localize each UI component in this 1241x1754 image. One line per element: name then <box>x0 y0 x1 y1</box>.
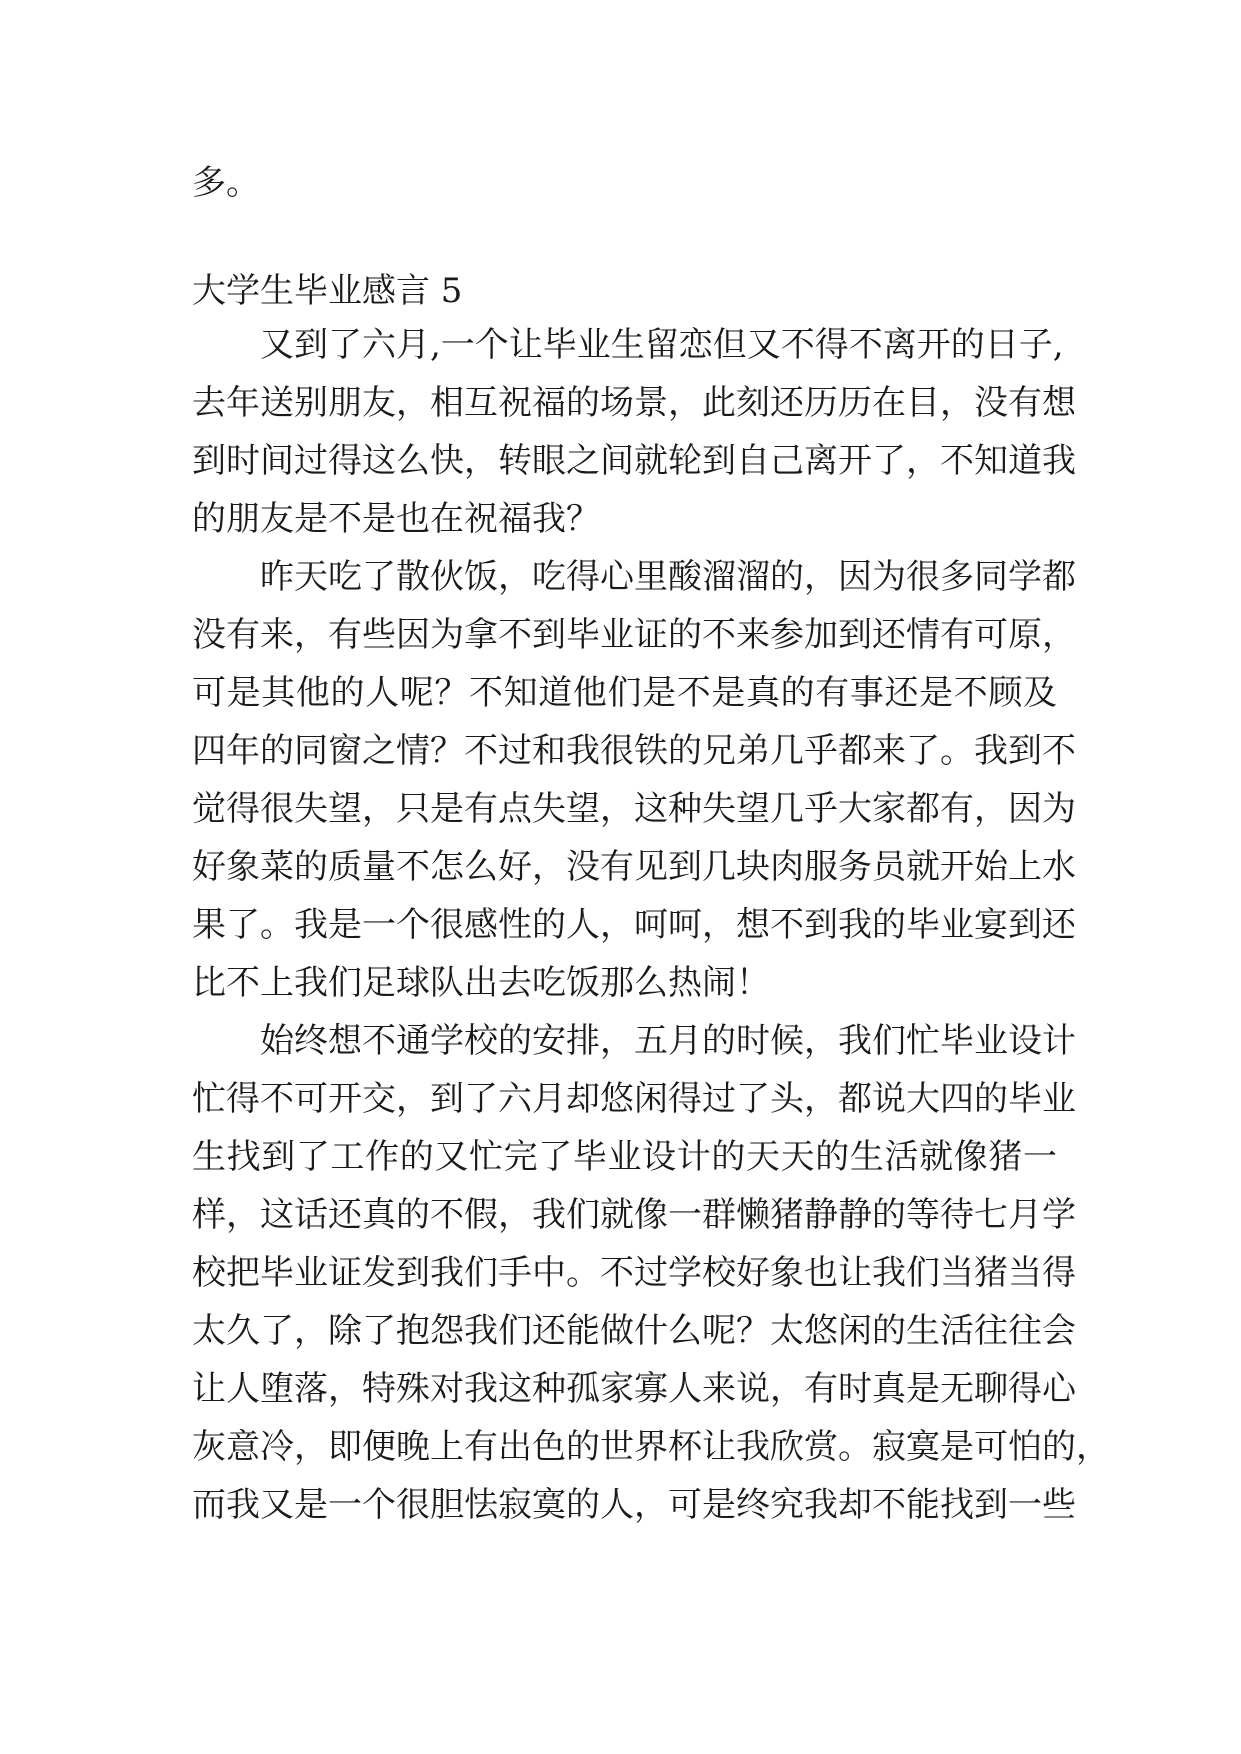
document-body <box>192 154 1110 1534</box>
paragraph-line: 好象菜的质量不怎么好，没有见到几块肉服务员就开始上水 <box>192 847 1076 887</box>
paragraph-line: 果了。我是一个很感性的人，呵呵，想不到我的毕业宴到还 <box>192 905 1076 945</box>
paragraph-line: 昨天吃了散伙饭，吃得心里酸溜溜的，因为很多同学都 <box>260 557 1076 597</box>
section-title: 大学生毕业感言 5 <box>192 271 463 311</box>
paragraph-line: 觉得很失望，只是有点失望，这种失望几乎大家都有，因为 <box>192 789 1076 829</box>
paragraph-line: 到时间过得这么快，转眼之间就轮到自己离开了，不知道我 <box>192 441 1076 481</box>
paragraph-line: 可是其他的人呢？不知道他们是不是真的有事还是不顾及 <box>192 673 1057 713</box>
paragraph-line: 的朋友是不是也在祝福我？ <box>192 499 600 539</box>
continuation-line: 多。 <box>192 163 260 203</box>
paragraph-line: 太久了，除了抱怨我们还能做什么呢？太悠闲的生活往往会 <box>192 1311 1076 1351</box>
paragraph-line: 生找到了工作的又忙完了毕业设计的天天的生活就像猪一 <box>192 1137 1057 1177</box>
paragraph-line: 校把毕业证发到我们手中。不过学校好象也让我们当猪当得 <box>192 1253 1076 1293</box>
paragraph-line: 四年的同窗之情？不过和我很铁的兄弟几乎都来了。我到不 <box>192 731 1076 771</box>
paragraph-line: 去年送别朋友，相互祝福的场景，此刻还历历在目，没有想 <box>192 383 1076 423</box>
paragraph-line: 比不上我们足球队出去吃饭那么热闹！ <box>192 963 770 1003</box>
paragraph-line: 样，这话还真的不假，我们就像一群懒猪静静的等待七月学 <box>192 1195 1076 1235</box>
paragraph-line: 灰意冷，即便晚上有出色的世界杯让我欣赏。寂寞是可怕的， <box>192 1427 1110 1467</box>
paragraph-line: 没有来，有些因为拿不到毕业证的不来参加到还情有可原， <box>192 615 1076 655</box>
paragraph-line: 又到了六月,一个让毕业生留恋但又不得不离开的日子, <box>260 325 1064 365</box>
paragraph-line: 而我又是一个很胆怯寂寞的人，可是终究我却不能找到一些 <box>192 1485 1076 1525</box>
paragraph-line: 忙得不可开交，到了六月却悠闲得过了头，都说大四的毕业 <box>192 1079 1076 1119</box>
paragraph-line: 始终想不通学校的安排，五月的时候，我们忙毕业设计 <box>260 1021 1076 1061</box>
paragraph-line: 让人堕落，特殊对我这种孤家寡人来说，有时真是无聊得心 <box>192 1369 1076 1409</box>
